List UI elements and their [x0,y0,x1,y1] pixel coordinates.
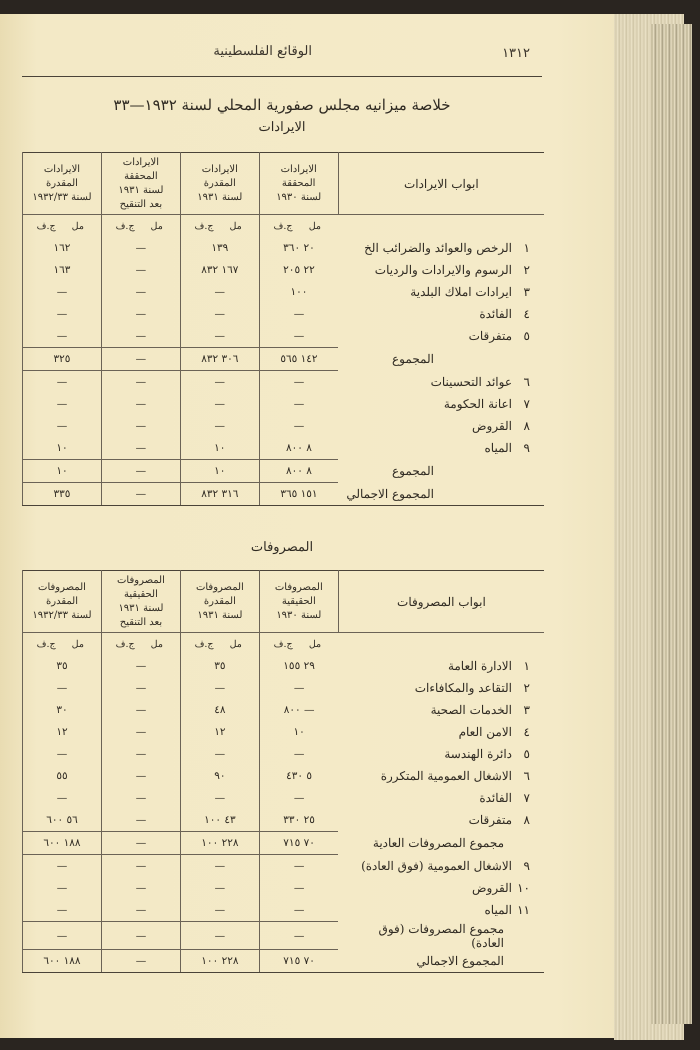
subtotal-row: المجموع ١٤٢ ٥٦٥ ٣٠٦ ٨٣٢ — ٣٢٥ [23,348,545,371]
table-row: ٧اعانة الحكومة — — — — [23,393,545,415]
document-title: خلاصة ميزانيه مجلس صفورية المحلي لسنة ١٩٣٢—٣٣ [113,96,451,114]
table-row: ٣الخدمات الصحية — ٨٠٠ ٤٨ — ٣٠ [23,699,545,721]
running-header [22,36,542,77]
gazette-title: الوقائع الفلسطينية [213,44,312,59]
column-header-actual-1931-revised: الايرادات المحققة لسنة ١٩٣١ بعد التنقيح [101,153,180,215]
table-row: ٩المياه ٨ ٨٠٠ ١٠ — ١٠ [23,437,545,460]
table-row: ٢الرسوم والايرادات والرديات ٢٢ ٢٠٥ ١٦٧ ٨٣٢ — ١٦٣ [23,259,545,281]
table-row: ٤الامن العام ١٠ ١٢ — ١٢ [23,721,545,743]
column-header-actual-1930: الايرادات المحققة لسنة ١٩٣٠ [259,153,338,215]
column-header-actual-1931-revised: المصروفات الحقيقية لسنة ١٩٣١ بعد التنقيح [101,571,180,633]
revenue-table [22,152,544,506]
table-row: ٥دائرة الهندسة — — — — [23,743,545,765]
subtotal-row: مجموع المصروفات (فوق العادة) — — — — [23,922,545,950]
table-row: ٤الفائدة — — — — [23,303,545,325]
expenditure-section-title: المصروفات [250,540,314,555]
subtotal-row: المجموع ٨ ٨٠٠ ١٠ — ١٠ [23,460,545,483]
table-row: ٦الاشغال العمومية المتكررة ٥ ٤٣٠ ٩٠ — ٥٥ [23,765,545,787]
table-row: ٢التقاعد والمكافاءات — — — — [23,677,545,699]
revenue-section-title: الايرادات [258,120,306,135]
table-row: ٣ايرادات املاك البلدية ١٠٠ — — — [23,281,545,303]
grand-total-row: المجموع الاجمالي ٧٠ ٧١٥ ٢٢٨ ١٠٠ — ١٨٨ ٦٠٠ [23,950,545,973]
column-header-estimate-1931: الايرادات المقدرة لسنة ١٩٣١ [180,153,259,215]
subtotal-row: مجموع المصروفات العادية ٧٠ ٧١٥ ٢٢٨ ١٠٠ — ١٨٨ ٦٠٠ [23,832,545,855]
column-header-estimate-1932-33: المصروفات المقدرة لسنة ١٩٣٢/٣٣ [23,571,102,633]
units-row: ملج.ف ملج.ف ملج.ف ملج.ف [23,633,545,656]
table-row: ٥متفرقات — — — — [23,325,545,348]
table-row: ١الرخص والعوائد والضرائب الخ ٢٠ ٣٦٠ ١٣٩ — ١٦٢ [23,237,545,259]
table-row: ١الادارة العامة ٢٩ ١٥٥ ٣٥ — ٣٥ [23,655,545,677]
grand-total-row: المجموع الاجمالي ١٥١ ٣٦٥ ٣١٦ ٨٣٢ — ٣٣٥ [23,483,545,506]
column-header-estimate-1932-33: الايرادات المقدرة لسنة ١٩٣٢/٣٣ [23,153,102,215]
table-row: ٧الفائدة — — — — [23,787,545,809]
table-row: ٨القروض — — — — [23,415,545,437]
table-row: ١١المياه — — — — [23,899,545,922]
column-header-label: ابواب المصروفات [338,571,544,633]
units-row: ملج.ف ملج.ف ملج.ف ملج.ف [23,215,545,238]
page-number: ١٣١٢ [502,46,530,61]
table-row: ٦عوائد التحسينات — — — — [23,371,545,394]
expenditure-table [22,570,544,973]
column-header-estimate-1931: المصروفات المقدرة لسنة ١٩٣١ [180,571,259,633]
column-header-label: ابواب الايرادات [338,153,544,215]
column-header-actual-1930: المصروفات الحقيقية لسنة ١٩٣٠ [259,571,338,633]
table-row: ٨متفرقات ٢٥ ٣٣٠ ٤٣ ١٠٠ — ٥٦ ٦٠٠ [23,809,545,832]
page-edges-outer [650,24,692,1024]
table-row: ٩الاشغال العمومية (فوق العادة) — — — — [23,855,545,878]
table-row: ١٠القروض — — — — [23,877,545,899]
